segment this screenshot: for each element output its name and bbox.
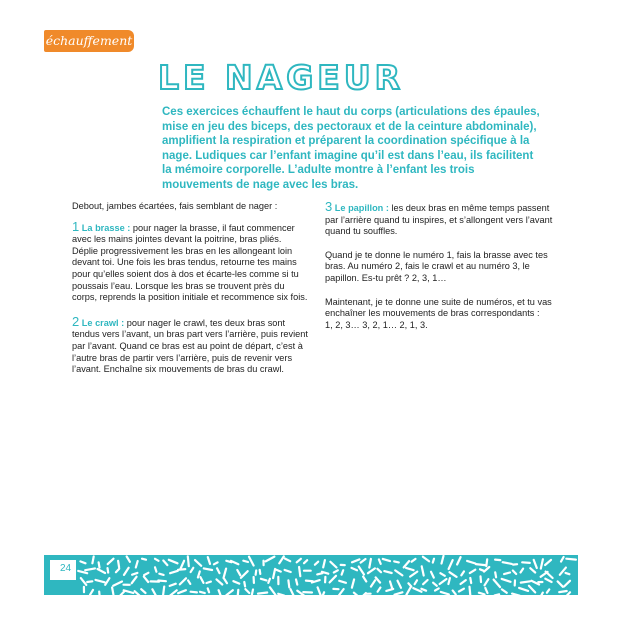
step-text: les deux bras en même temps passent par l’arrière quand tu inspires, et s’allongent vers l’avant quand tu souffles.: [325, 203, 553, 237]
lead-text: Debout, jambes écartées, fais semblant de nager :: [72, 201, 278, 211]
band-dash: [243, 561, 248, 562]
band-dash: [99, 592, 100, 595]
band-dash: [163, 587, 164, 595]
band-dash: [112, 588, 113, 595]
step-number: 3: [325, 199, 333, 214]
band-dash: [118, 561, 119, 568]
instruction-paragraph-2: Maintenant, je te donne une suite de numéros, et tu vas enchaîner les mouvements de bras correspondants :: [325, 296, 552, 319]
band-dash: [495, 572, 496, 577]
right-column: [325, 201, 561, 343]
page-number: 24: [60, 563, 72, 574]
instruction-paragraph: Quand je te donne le numéro 1, fais la brasse avec tes bras. Au numéro 2, fais le crawl et au numéro 3, le papillon. Es-tu prêt ? 2, 3, 1…: [325, 249, 548, 283]
section-tag: échauffement: [44, 30, 134, 52]
step-number: 2: [72, 313, 80, 329]
band-dash: [559, 591, 567, 592]
step-papillon: [325, 201, 561, 238]
band-dash: [480, 569, 484, 571]
band-dash: [288, 580, 289, 587]
band-dash: [158, 581, 166, 582]
band-dash: [258, 593, 267, 594]
step-label: Le crawl :: [81, 317, 125, 328]
step-label: Le papillon :: [334, 203, 389, 213]
band-dash: [204, 568, 212, 570]
band-dash: [299, 567, 300, 576]
step-label: La brasse :: [81, 222, 131, 233]
left-column: [72, 201, 308, 388]
band-dash: [92, 557, 93, 564]
band-dash: [142, 559, 146, 560]
band-dash: [252, 590, 253, 595]
band-dash: [476, 564, 485, 565]
band-dash: [200, 592, 205, 593]
band-dash: [495, 594, 500, 595]
band-dash: [256, 571, 257, 575]
band-dash: [486, 559, 487, 566]
band-dash: [108, 568, 109, 573]
band-dash: [260, 570, 261, 574]
step-crawl: [72, 313, 308, 376]
band-dash: [188, 556, 189, 566]
band-dash: [155, 567, 156, 571]
band-dash: [504, 573, 510, 575]
band-dash: [296, 579, 297, 584]
band-dash: [99, 562, 100, 567]
step-brasse: [72, 218, 308, 304]
intro-paragraph: Ces exercices échauffent le haut du corps (articulations des épaules, mise en jeu des biceps, des pectoraux et de la ceinture abdominale), amplifient la respiration et préparent la coordination spécifique à la nage. Ludiques car l’enfant imagine qu’il est dans l’eau, ils facilitent la mémoire corporelle. L’adulte montre à l’enfant les trois mouvements de nage avec les bras.: [162, 106, 540, 191]
band-dash: [566, 573, 570, 574]
band-dash: [433, 559, 434, 563]
band-dash: [566, 559, 576, 560]
band-dash: [448, 578, 450, 584]
step-number: 1: [72, 218, 80, 234]
band-dash: [306, 581, 313, 582]
decorative-band: [44, 555, 578, 595]
band-dash: [208, 588, 209, 592]
band-dash: [342, 570, 344, 574]
band-dash: [470, 578, 471, 583]
band-dash: [470, 587, 471, 595]
band-dash: [268, 579, 270, 583]
number-sequence: 1, 2, 3… 3, 2, 1… 2, 1, 3.: [325, 319, 428, 330]
band-dash: [159, 574, 163, 575]
band-dash: [207, 582, 211, 583]
band-dash: [522, 562, 530, 563]
band-dash: [261, 579, 267, 581]
band-dash: [191, 592, 197, 593]
band-dash: [178, 569, 185, 570]
step-text: pour nager la brasse, il faut commencer avec les mains jointes devant la poitrine, bras pliés. Déplie progressivement les bras en les allongeant loin devant toi. Une fois les bras tendus, retourne tes mains pour qu’elles soient dos à dos et écarte-les comme si tu poussais l’eau. Lorsque les bras se trouvent près du corps, reprends la position initiale et recommence six fois.: [72, 222, 308, 303]
band-dash: [244, 582, 245, 586]
band-dash: [481, 576, 482, 582]
band-dash: [521, 581, 530, 582]
band-dash: [238, 590, 239, 595]
step-text: pour nager le crawl, tes deux bras sont tendus vers l’avant, un bras part vers l’arrière, puis revient par l’avant. Quand ce bras est au point de départ, c’est à l’autre bras de partir vers l’arrière, puis de revenir vers l’avant. Enchaîne six mouvements de bras du crawl.: [72, 317, 308, 375]
band-dash: [87, 581, 92, 582]
band-dash: [495, 560, 500, 561]
page-title: LE NAGEUR: [158, 58, 405, 97]
band-dash: [394, 561, 399, 562]
band-dash: [317, 573, 322, 574]
